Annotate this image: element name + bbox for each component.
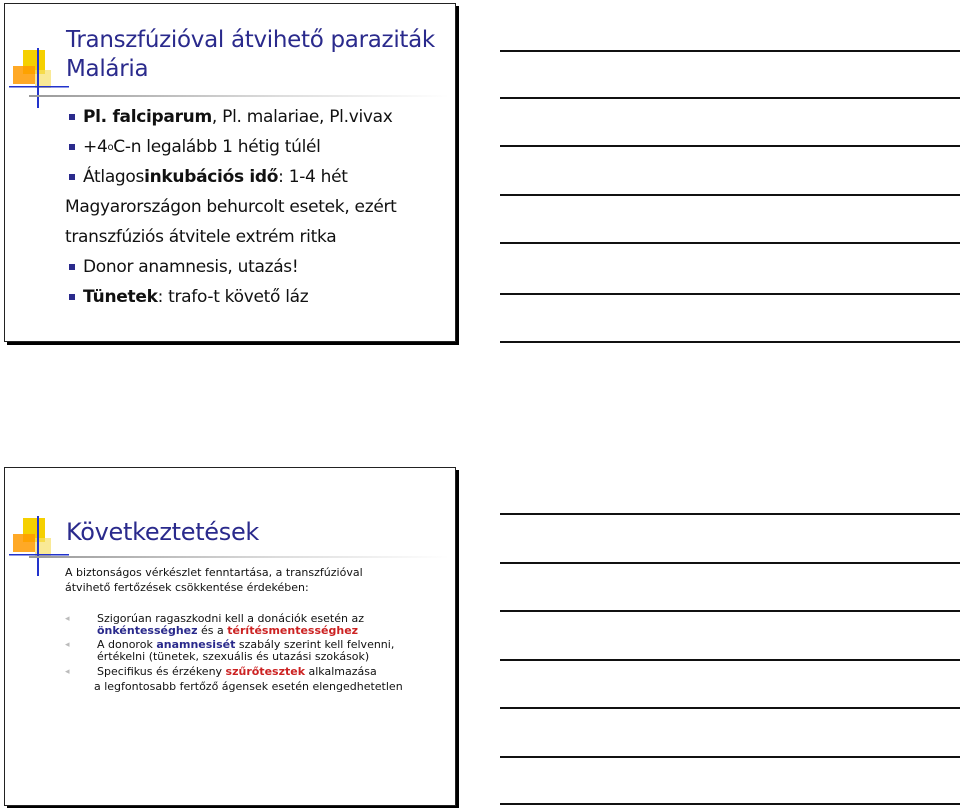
list-item-continuation: a legfontosabb fertőző ágensek esetén elengedhetetlen bbox=[94, 680, 403, 693]
note-line bbox=[500, 513, 960, 515]
square-bullet-icon bbox=[69, 144, 75, 150]
slide-2-title: Következtetések bbox=[66, 518, 260, 546]
note-line bbox=[500, 562, 960, 564]
bullet-icon: ◂ bbox=[65, 667, 70, 677]
slide-decoration-icon bbox=[9, 516, 69, 576]
note-line bbox=[500, 50, 960, 52]
slide-1 bbox=[4, 3, 456, 342]
bullet-incubation: Átlagos inkubációs idő : 1-4 hét bbox=[65, 162, 455, 192]
bullet-icon: ◂ bbox=[65, 640, 70, 650]
square-bullet-icon bbox=[69, 294, 75, 300]
slide-1-body bbox=[65, 102, 455, 312]
note-line bbox=[500, 610, 960, 612]
note-line bbox=[500, 145, 960, 147]
square-bullet-icon bbox=[69, 264, 75, 270]
slide-1-title: Transzfúzióval átvihető paraziták Malária bbox=[66, 27, 435, 82]
list-item: ◂ A donorok anamnesisét szabály szerint kell felvenni, értékelni (tünetek, szexuális és utazási szokások) bbox=[65, 638, 395, 663]
slide-2-items bbox=[65, 613, 455, 693]
note-line bbox=[500, 194, 960, 196]
note-line bbox=[500, 707, 960, 709]
bullet-icon: ◂ bbox=[65, 614, 70, 624]
list-item: ◂ Szigorúan ragaszkodni kell a donációk esetén az önkéntességhez és a térítésmentességhez bbox=[65, 612, 364, 637]
bullet-symptoms: Tünetek : trafo-t követő láz bbox=[65, 282, 455, 312]
title-rule bbox=[29, 95, 449, 97]
slide-2 bbox=[4, 467, 456, 806]
list-item: ◂ Specifikus és érzékeny szűrőtesztek alkalmazása bbox=[65, 665, 377, 678]
bullet-donor: Donor anamnesis, utazás! bbox=[65, 252, 455, 282]
slide-decoration-icon bbox=[9, 48, 69, 108]
paragraph-hungary: Magyarországon behurcolt esetek, ezért bbox=[65, 197, 397, 217]
note-line bbox=[500, 293, 960, 295]
slide-2-intro: A biztonságos vérkészlet fenntartása, a transzfúzióval átvihető fertőzések csökkentése érdekében: bbox=[65, 566, 363, 594]
note-line bbox=[500, 756, 960, 758]
note-line bbox=[500, 659, 960, 661]
bullet-survival: +4 o C-n legalább 1 hétig túlél bbox=[65, 132, 455, 162]
note-line bbox=[500, 97, 960, 99]
note-line bbox=[500, 341, 960, 343]
note-line bbox=[500, 803, 960, 805]
square-bullet-icon bbox=[69, 114, 75, 120]
paragraph-hungary-2: transzfúziós átvitele extrém ritka bbox=[65, 227, 337, 247]
title-rule bbox=[29, 556, 449, 558]
note-line bbox=[500, 242, 960, 244]
bullet-plasmodium: Pl. falciparum , Pl. malariae, Pl.vivax bbox=[65, 102, 455, 132]
square-bullet-icon bbox=[69, 174, 75, 180]
